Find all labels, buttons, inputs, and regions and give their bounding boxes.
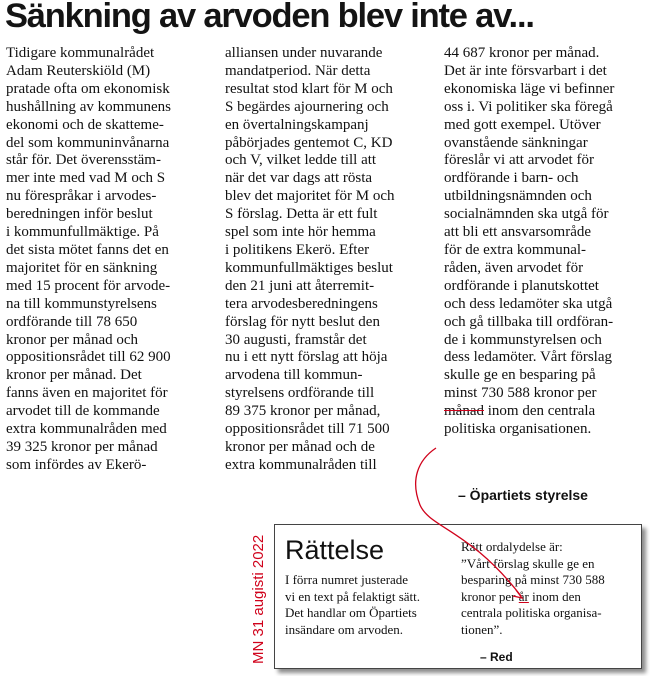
column-1-line: Adam Reuterskiöld (M) [6, 62, 151, 79]
column-1-line: kronor per månad och [6, 331, 139, 348]
correction-quote-line: tionen”. [461, 621, 503, 637]
correction-quote-intro: Rätt ordalydelse är: [461, 539, 563, 554]
correction-quote-line: ”Vårt förslag skulle ge en [461, 555, 595, 571]
column-2-line: den 21 juni att återremit- [225, 277, 375, 294]
column-1-line: det sista mötet fanns det en [6, 241, 169, 258]
struck-line [444, 403, 614, 421]
column-2-line: resultat stod klart för M och [225, 80, 393, 97]
column-2-line: 30 augusti, framstår det [225, 331, 367, 348]
date-stamp: MN 31 augisti 2022 [250, 534, 267, 664]
article-column-2 [225, 45, 395, 475]
column-1-line: 39 325 kronor per månad [6, 438, 158, 455]
column-1-line: pratade ofta om ekonomisk [6, 80, 170, 97]
column-3-line: råden, även arvodet för [444, 259, 584, 276]
column-2-line: i politikens Ekerö. Efter [225, 241, 370, 258]
column-2-line: förslag för nytt beslut den [225, 313, 380, 330]
column-3-lines [444, 45, 614, 403]
column-2-line: 89 375 kronor per månad, [225, 403, 381, 420]
column-2-line: alliansen under nuvarande [225, 45, 383, 61]
correction-quote-line: besparing på minst 730 588 [461, 572, 605, 587]
column-3-line: minst 730 588 kronor per [444, 385, 597, 402]
struck-line-rest: inom den centrala [483, 403, 596, 420]
column-1-line: arvodet till de kommande [6, 403, 160, 420]
column-3-line: socialnämnden ska utgå för [444, 206, 609, 223]
correction-quote-highlight-line [461, 589, 605, 606]
column-3-line: föreslår vi att arvodet för [444, 152, 594, 169]
column-3-line: för de extra kommunal- [444, 241, 587, 258]
correction-quote [461, 539, 605, 638]
column-1-line: kronor per månad. Det [6, 367, 142, 384]
column-3-line: oss i. Vi politiker ska föregå [444, 98, 613, 115]
column-3-line: och dess ledamöter ska utgå [444, 295, 613, 312]
column-2-line: kronor per månad och de [225, 438, 375, 455]
column-2-line: arvodena till kommun- [225, 367, 363, 384]
column-2-line: mandatperiod. När detta [225, 62, 371, 79]
column-1-line: fanns även en majoritet för [6, 385, 168, 402]
column-2-line: oppositionsrådet till 71 500 [225, 421, 390, 438]
correction-body-line: I förra numret justerade [285, 572, 409, 587]
correction-title: Rättelse [285, 535, 385, 565]
column-2-line: och V, vilket ledde till att [225, 152, 377, 169]
corrected-word: år [518, 588, 529, 604]
column-3-line: dess ledamöter. Vårt förslag [444, 349, 613, 366]
correction-pre: kronor per [461, 588, 519, 604]
column-1-line: oppositionsrådet till 62 900 [6, 349, 171, 366]
correction-quote-lines [461, 556, 605, 589]
column-1-line: som infördes av Ekerö- [6, 456, 147, 473]
correction-quote-line: centrala politiska organisa- [461, 605, 602, 620]
column-2-line: kommunfullmäktiges beslut [225, 259, 393, 276]
column-1-line: ekonomi och de skatteme- [6, 116, 164, 133]
article-column-3 [444, 45, 614, 439]
correction-signature: – Red [480, 650, 513, 664]
column-1-line: i kommunfullmäktige. På [6, 224, 159, 241]
correction-box [274, 524, 642, 669]
column-1-line: mer inte med vad M och S [6, 170, 166, 187]
column-3-line: ordförande i planutskottet [444, 277, 599, 294]
column-1-line: hushållning av kommunens [6, 98, 171, 115]
column-3-last-line: politiska organisationen. [444, 421, 592, 438]
column-2-line: styrelsens ordförande till [225, 385, 375, 402]
column-1-line: står för. Det överensstäm- [6, 152, 161, 169]
struck-word: månad [444, 403, 484, 420]
column-1-line: majoritet för en sänkning [6, 259, 158, 276]
correction-post: inom den [528, 588, 581, 604]
correction-body-line: insändare om arvoden. [285, 621, 404, 637]
column-2-line: tera arvodesberedningens [225, 295, 378, 312]
column-1-line: na till kommunstyrelsens [6, 295, 157, 312]
column-2-line: extra kommunalråden till [225, 456, 377, 473]
column-2-line: påbörjades gentemot C, KD [225, 134, 393, 151]
column-2-line: spel som inte hör hemma [225, 224, 376, 241]
letter-signature: – Öpartiets styrelse [458, 487, 588, 503]
column-1-line: nu förespråkar i arvodes- [6, 188, 157, 205]
column-3-line: Det är inte försvarbart i det [444, 62, 607, 79]
column-1-line: extra kommunalråden med [6, 421, 167, 438]
headline: Sänkning av arvoden blev inte av... [5, 0, 534, 35]
column-3-line: ekonomiska läge vi befinner [444, 80, 615, 97]
column-1-line: Tidigare kommunalrådet [6, 45, 155, 61]
column-2-line: en övertalningskampanj [225, 116, 369, 133]
column-3-line: att bli ett ansvarsområde [444, 224, 592, 241]
column-2-line: när det var dags att rösta [225, 170, 373, 187]
column-3-line: ordförande i barn- och [444, 170, 579, 187]
column-3-line: de i kommunstyrelsen och [444, 331, 602, 348]
column-3-line: 44 687 kronor per månad. [444, 45, 600, 61]
correction-body-line: Det handlar om Öpartiets [285, 605, 417, 620]
column-1-line: med 15 procent för arvode- [6, 277, 171, 294]
column-2-line: blev det majoritet för M och [225, 188, 395, 205]
correction-quote-lines-end [461, 605, 605, 638]
column-1-line: del som kommuninvånarna [6, 134, 170, 151]
correction-body-line: vi en text på felaktigt sätt. [285, 588, 421, 604]
column-3-line: skulle ge en besparing på [444, 367, 596, 384]
column-3-line: och gå tillbaka till ordföran- [444, 313, 614, 330]
article-column-1 [6, 45, 171, 475]
column-3-line: utbildningsnämnden och [444, 188, 592, 205]
column-2-line: nu i ett nytt förslag att höja [225, 349, 388, 366]
column-1-line: beredningen inför beslut [6, 206, 153, 223]
column-3-line: ovanstående sänkningar [444, 134, 588, 151]
column-3-line: med gott exempel. Utöver [444, 116, 601, 133]
column-1-line: ordförande till 78 650 [6, 313, 138, 330]
column-2-line: S begärdes ajournering och [225, 98, 389, 115]
correction-body [285, 572, 420, 638]
column-2-line: S förslag. Detta är ett fult [225, 206, 378, 223]
